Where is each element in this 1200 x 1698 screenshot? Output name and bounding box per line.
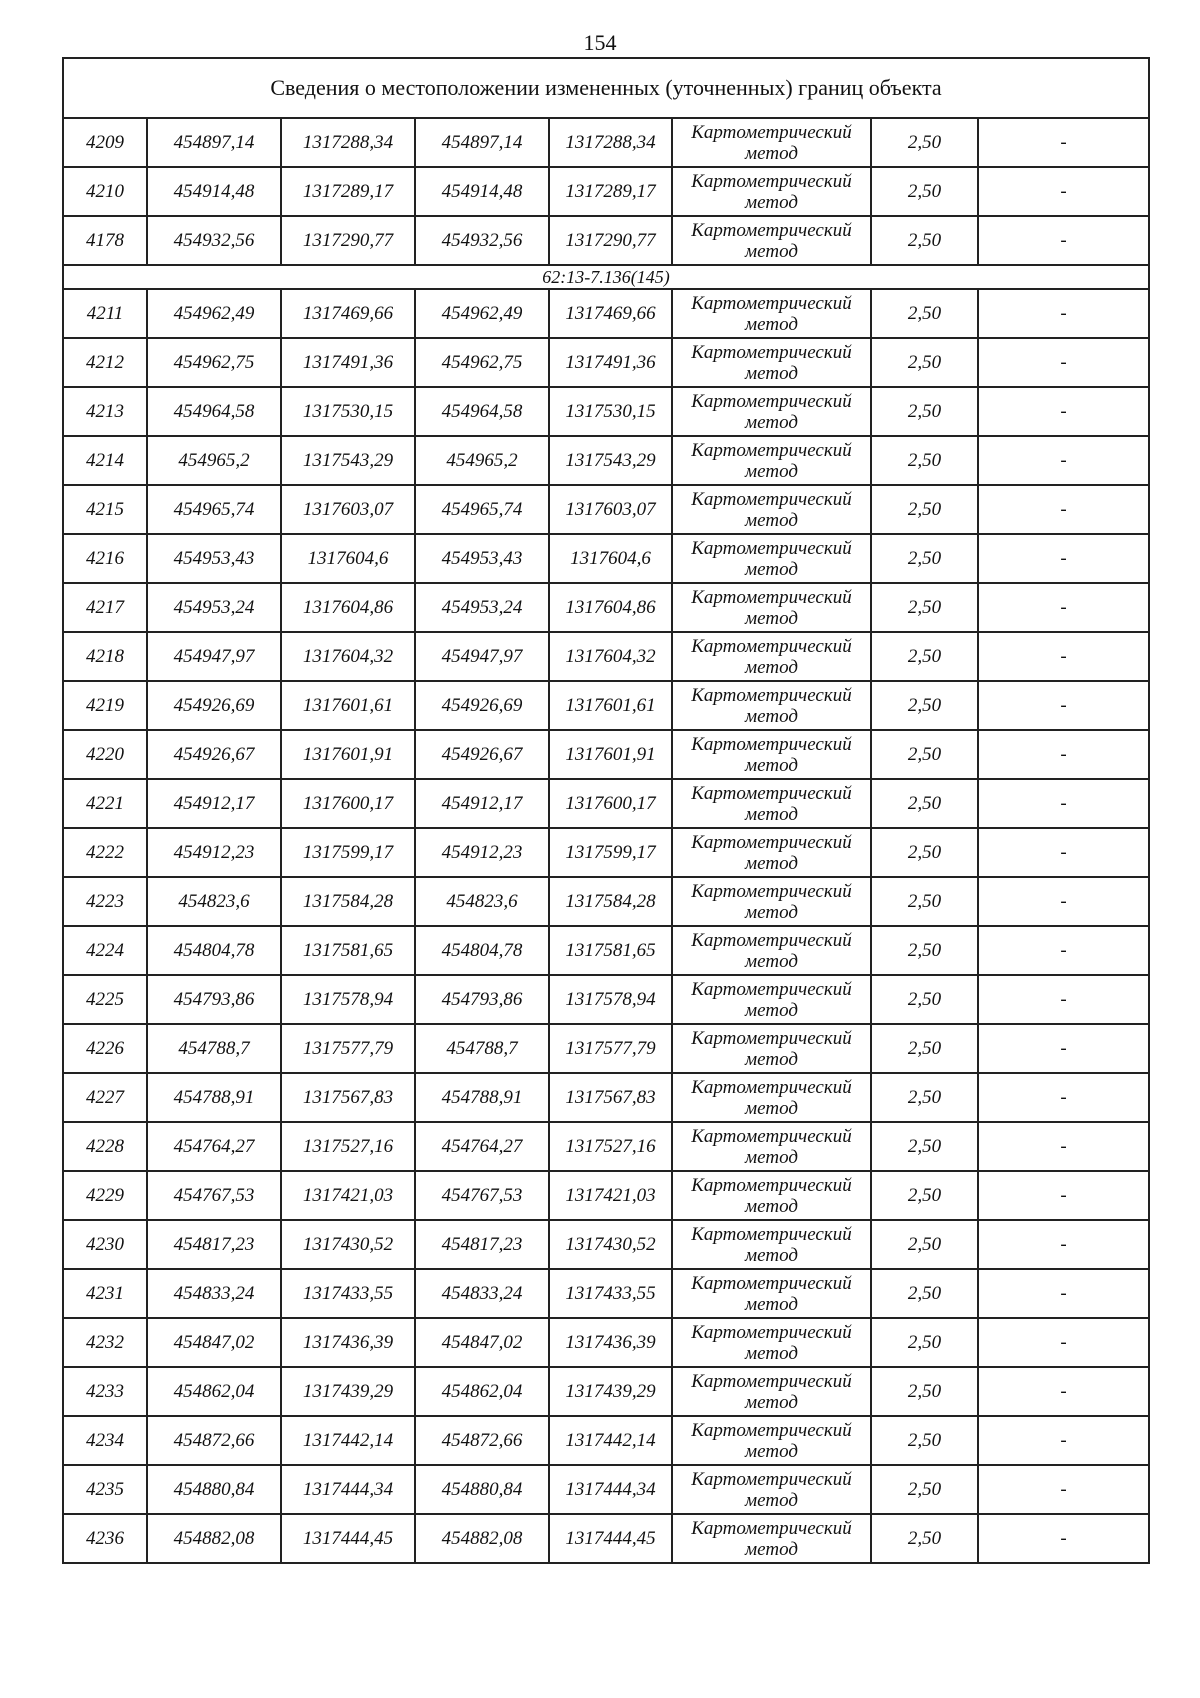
x-existing-cell: 454764,27 — [147, 1122, 281, 1171]
x-refined-cell: 454965,74 — [415, 485, 549, 534]
method-cell: Картометрический метод — [672, 216, 871, 265]
y-refined-cell: 1317430,52 — [549, 1220, 672, 1269]
page-number: 154 — [583, 30, 617, 55]
table-row — [63, 118, 1149, 167]
y-existing-cell: 1317290,77 — [281, 216, 415, 265]
x-existing-cell: 454862,04 — [147, 1367, 281, 1416]
accuracy-cell: 2,50 — [871, 828, 978, 877]
y-existing-cell: 1317289,17 — [281, 167, 415, 216]
note-cell: - — [978, 1171, 1149, 1220]
y-refined-cell: 1317604,6 — [549, 534, 672, 583]
x-refined-cell: 454897,14 — [415, 118, 549, 167]
x-refined-cell: 454926,69 — [415, 681, 549, 730]
point-number-cell: 4220 — [63, 730, 147, 779]
accuracy-cell: 2,50 — [871, 877, 978, 926]
method-cell: Картометрический метод — [672, 1024, 871, 1073]
section-header-row — [63, 265, 1149, 289]
point-number-cell: 4221 — [63, 779, 147, 828]
x-refined-cell: 454914,48 — [415, 167, 549, 216]
y-refined-cell: 1317290,77 — [549, 216, 672, 265]
x-refined-cell: 454862,04 — [415, 1367, 549, 1416]
note-cell: - — [978, 583, 1149, 632]
y-existing-cell: 1317433,55 — [281, 1269, 415, 1318]
table-row — [63, 338, 1149, 387]
y-refined-cell: 1317527,16 — [549, 1122, 672, 1171]
method-cell: Картометрический метод — [672, 436, 871, 485]
table-row — [63, 1269, 1149, 1318]
y-refined-cell: 1317442,14 — [549, 1416, 672, 1465]
y-existing-cell: 1317444,45 — [281, 1514, 415, 1563]
y-existing-cell: 1317567,83 — [281, 1073, 415, 1122]
point-number-cell: 4209 — [63, 118, 147, 167]
point-number-cell: 4222 — [63, 828, 147, 877]
point-number-cell: 4214 — [63, 436, 147, 485]
x-existing-cell: 454788,7 — [147, 1024, 281, 1073]
y-refined-cell: 1317543,29 — [549, 436, 672, 485]
y-existing-cell: 1317430,52 — [281, 1220, 415, 1269]
table-row — [63, 436, 1149, 485]
note-cell: - — [978, 632, 1149, 681]
table-row — [63, 926, 1149, 975]
point-number-cell: 4228 — [63, 1122, 147, 1171]
note-cell: - — [978, 1465, 1149, 1514]
x-refined-cell: 454793,86 — [415, 975, 549, 1024]
point-number-cell: 4225 — [63, 975, 147, 1024]
point-number-cell: 4235 — [63, 1465, 147, 1514]
point-number-cell: 4227 — [63, 1073, 147, 1122]
y-refined-cell: 1317603,07 — [549, 485, 672, 534]
method-cell: Картометрический метод — [672, 1465, 871, 1514]
y-existing-cell: 1317436,39 — [281, 1318, 415, 1367]
method-cell: Картометрический метод — [672, 167, 871, 216]
point-number-cell: 4178 — [63, 216, 147, 265]
note-cell: - — [978, 1269, 1149, 1318]
y-existing-cell: 1317421,03 — [281, 1171, 415, 1220]
y-existing-cell: 1317288,34 — [281, 118, 415, 167]
accuracy-cell: 2,50 — [871, 436, 978, 485]
y-existing-cell: 1317469,66 — [281, 289, 415, 338]
accuracy-cell: 2,50 — [871, 1171, 978, 1220]
y-refined-cell: 1317444,45 — [549, 1514, 672, 1563]
x-existing-cell: 454882,08 — [147, 1514, 281, 1563]
y-existing-cell: 1317584,28 — [281, 877, 415, 926]
method-cell: Картометрический метод — [672, 1416, 871, 1465]
method-cell: Картометрический метод — [672, 118, 871, 167]
y-refined-cell: 1317577,79 — [549, 1024, 672, 1073]
point-number-cell: 4210 — [63, 167, 147, 216]
table-row — [63, 583, 1149, 632]
y-refined-cell: 1317567,83 — [549, 1073, 672, 1122]
method-cell: Картометрический метод — [672, 289, 871, 338]
y-existing-cell: 1317577,79 — [281, 1024, 415, 1073]
note-cell: - — [978, 387, 1149, 436]
point-number-cell: 4231 — [63, 1269, 147, 1318]
method-cell: Картометрический метод — [672, 338, 871, 387]
x-refined-cell: 454947,97 — [415, 632, 549, 681]
table-row — [63, 167, 1149, 216]
method-cell: Картометрический метод — [672, 583, 871, 632]
accuracy-cell: 2,50 — [871, 485, 978, 534]
point-number-cell: 4218 — [63, 632, 147, 681]
table-row — [63, 1024, 1149, 1073]
note-cell: - — [978, 436, 1149, 485]
method-cell: Картометрический метод — [672, 387, 871, 436]
accuracy-cell: 2,50 — [871, 1318, 978, 1367]
x-refined-cell: 454926,67 — [415, 730, 549, 779]
accuracy-cell: 2,50 — [871, 730, 978, 779]
point-number-cell: 4215 — [63, 485, 147, 534]
method-cell: Картометрический метод — [672, 534, 871, 583]
y-refined-cell: 1317530,15 — [549, 387, 672, 436]
table-title: Сведения о местоположении измененных (уточненных) границ объекта — [63, 58, 1149, 118]
point-number-cell: 4230 — [63, 1220, 147, 1269]
note-cell: - — [978, 1073, 1149, 1122]
x-existing-cell: 454965,74 — [147, 485, 281, 534]
note-cell: - — [978, 1367, 1149, 1416]
table-row — [63, 485, 1149, 534]
x-refined-cell: 454962,49 — [415, 289, 549, 338]
x-existing-cell: 454872,66 — [147, 1416, 281, 1465]
method-cell: Картометрический метод — [672, 1367, 871, 1416]
accuracy-cell: 2,50 — [871, 583, 978, 632]
accuracy-cell: 2,50 — [871, 1416, 978, 1465]
table-row — [63, 1171, 1149, 1220]
note-cell: - — [978, 1514, 1149, 1563]
y-existing-cell: 1317601,61 — [281, 681, 415, 730]
x-existing-cell: 454847,02 — [147, 1318, 281, 1367]
y-refined-cell: 1317469,66 — [549, 289, 672, 338]
y-existing-cell: 1317599,17 — [281, 828, 415, 877]
point-number-cell: 4213 — [63, 387, 147, 436]
x-existing-cell: 454817,23 — [147, 1220, 281, 1269]
method-cell: Картометрический метод — [672, 1122, 871, 1171]
y-refined-cell: 1317601,91 — [549, 730, 672, 779]
y-refined-cell: 1317288,34 — [549, 118, 672, 167]
table-row — [63, 216, 1149, 265]
point-number-cell: 4229 — [63, 1171, 147, 1220]
point-number-cell: 4232 — [63, 1318, 147, 1367]
accuracy-cell: 2,50 — [871, 118, 978, 167]
note-cell: - — [978, 1024, 1149, 1073]
table-row — [63, 681, 1149, 730]
x-existing-cell: 454833,24 — [147, 1269, 281, 1318]
accuracy-cell: 2,50 — [871, 1122, 978, 1171]
note-cell: - — [978, 118, 1149, 167]
note-cell: - — [978, 926, 1149, 975]
x-existing-cell: 454912,23 — [147, 828, 281, 877]
table-row — [63, 1416, 1149, 1465]
x-refined-cell: 454804,78 — [415, 926, 549, 975]
accuracy-cell: 2,50 — [871, 1220, 978, 1269]
method-cell: Картометрический метод — [672, 828, 871, 877]
x-refined-cell: 454932,56 — [415, 216, 549, 265]
y-existing-cell: 1317543,29 — [281, 436, 415, 485]
y-refined-cell: 1317581,65 — [549, 926, 672, 975]
y-refined-cell: 1317421,03 — [549, 1171, 672, 1220]
table-row — [63, 534, 1149, 583]
x-existing-cell: 454914,48 — [147, 167, 281, 216]
point-number-cell: 4211 — [63, 289, 147, 338]
x-existing-cell: 454793,86 — [147, 975, 281, 1024]
note-cell: - — [978, 1220, 1149, 1269]
method-cell: Картометрический метод — [672, 1269, 871, 1318]
note-cell: - — [978, 338, 1149, 387]
table-row — [63, 1318, 1149, 1367]
x-refined-cell: 454880,84 — [415, 1465, 549, 1514]
note-cell: - — [978, 730, 1149, 779]
point-number-cell: 4224 — [63, 926, 147, 975]
x-existing-cell: 454962,49 — [147, 289, 281, 338]
x-refined-cell: 454962,75 — [415, 338, 549, 387]
accuracy-cell: 2,50 — [871, 534, 978, 583]
y-refined-cell: 1317433,55 — [549, 1269, 672, 1318]
y-refined-cell: 1317444,34 — [549, 1465, 672, 1514]
y-refined-cell: 1317584,28 — [549, 877, 672, 926]
y-existing-cell: 1317527,16 — [281, 1122, 415, 1171]
x-refined-cell: 454872,66 — [415, 1416, 549, 1465]
x-existing-cell: 454767,53 — [147, 1171, 281, 1220]
x-refined-cell: 454764,27 — [415, 1122, 549, 1171]
y-existing-cell: 1317578,94 — [281, 975, 415, 1024]
accuracy-cell: 2,50 — [871, 167, 978, 216]
y-existing-cell: 1317603,07 — [281, 485, 415, 534]
note-cell: - — [978, 534, 1149, 583]
table-row — [63, 975, 1149, 1024]
x-refined-cell: 454823,6 — [415, 877, 549, 926]
note-cell: - — [978, 289, 1149, 338]
note-cell: - — [978, 485, 1149, 534]
accuracy-cell: 2,50 — [871, 779, 978, 828]
x-refined-cell: 454953,43 — [415, 534, 549, 583]
note-cell: - — [978, 167, 1149, 216]
x-refined-cell: 454882,08 — [415, 1514, 549, 1563]
method-cell: Картометрический метод — [672, 877, 871, 926]
x-refined-cell: 454912,17 — [415, 779, 549, 828]
method-cell: Картометрический метод — [672, 681, 871, 730]
point-number-cell: 4219 — [63, 681, 147, 730]
point-number-cell: 4223 — [63, 877, 147, 926]
method-cell: Картометрический метод — [672, 1514, 871, 1563]
y-existing-cell: 1317601,91 — [281, 730, 415, 779]
y-existing-cell: 1317530,15 — [281, 387, 415, 436]
x-existing-cell: 454932,56 — [147, 216, 281, 265]
x-refined-cell: 454817,23 — [415, 1220, 549, 1269]
point-number-cell: 4216 — [63, 534, 147, 583]
x-existing-cell: 454788,91 — [147, 1073, 281, 1122]
note-cell: - — [978, 877, 1149, 926]
accuracy-cell: 2,50 — [871, 216, 978, 265]
table-row — [63, 877, 1149, 926]
section-label: 62:13-7.136(145) — [63, 265, 1149, 289]
table-row — [63, 828, 1149, 877]
x-refined-cell: 454847,02 — [415, 1318, 549, 1367]
note-cell: - — [978, 779, 1149, 828]
accuracy-cell: 2,50 — [871, 681, 978, 730]
y-refined-cell: 1317491,36 — [549, 338, 672, 387]
method-cell: Картометрический метод — [672, 1220, 871, 1269]
note-cell: - — [978, 1416, 1149, 1465]
accuracy-cell: 2,50 — [871, 1514, 978, 1563]
table-row — [63, 289, 1149, 338]
table-row — [63, 1367, 1149, 1416]
x-refined-cell: 454964,58 — [415, 387, 549, 436]
x-existing-cell: 454953,43 — [147, 534, 281, 583]
y-existing-cell: 1317604,86 — [281, 583, 415, 632]
x-existing-cell: 454947,97 — [147, 632, 281, 681]
accuracy-cell: 2,50 — [871, 975, 978, 1024]
y-refined-cell: 1317436,39 — [549, 1318, 672, 1367]
accuracy-cell: 2,50 — [871, 1024, 978, 1073]
y-refined-cell: 1317578,94 — [549, 975, 672, 1024]
point-number-cell: 4234 — [63, 1416, 147, 1465]
table-row — [63, 1514, 1149, 1563]
accuracy-cell: 2,50 — [871, 387, 978, 436]
point-number-cell: 4217 — [63, 583, 147, 632]
x-existing-cell: 454962,75 — [147, 338, 281, 387]
x-refined-cell: 454912,23 — [415, 828, 549, 877]
note-cell: - — [978, 975, 1149, 1024]
method-cell: Картометрический метод — [672, 730, 871, 779]
y-refined-cell: 1317600,17 — [549, 779, 672, 828]
note-cell: - — [978, 828, 1149, 877]
method-cell: Картометрический метод — [672, 975, 871, 1024]
x-existing-cell: 454897,14 — [147, 118, 281, 167]
y-existing-cell: 1317581,65 — [281, 926, 415, 975]
point-number-cell: 4212 — [63, 338, 147, 387]
point-number-cell: 4226 — [63, 1024, 147, 1073]
accuracy-cell: 2,50 — [871, 1465, 978, 1514]
coordinates-table — [62, 57, 1150, 1564]
y-existing-cell: 1317439,29 — [281, 1367, 415, 1416]
y-refined-cell: 1317604,32 — [549, 632, 672, 681]
y-refined-cell: 1317439,29 — [549, 1367, 672, 1416]
x-refined-cell: 454953,24 — [415, 583, 549, 632]
note-cell: - — [978, 1122, 1149, 1171]
x-existing-cell: 454953,24 — [147, 583, 281, 632]
accuracy-cell: 2,50 — [871, 338, 978, 387]
table-row — [63, 730, 1149, 779]
x-refined-cell: 454788,7 — [415, 1024, 549, 1073]
y-existing-cell: 1317444,34 — [281, 1465, 415, 1514]
x-refined-cell: 454965,2 — [415, 436, 549, 485]
table-row — [63, 1220, 1149, 1269]
y-existing-cell: 1317442,14 — [281, 1416, 415, 1465]
note-cell: - — [978, 1318, 1149, 1367]
point-number-cell: 4233 — [63, 1367, 147, 1416]
method-cell: Картометрический метод — [672, 1171, 871, 1220]
method-cell: Картометрический метод — [672, 632, 871, 681]
x-existing-cell: 454964,58 — [147, 387, 281, 436]
accuracy-cell: 2,50 — [871, 632, 978, 681]
note-cell: - — [978, 681, 1149, 730]
note-cell: - — [978, 216, 1149, 265]
x-existing-cell: 454880,84 — [147, 1465, 281, 1514]
table-row — [63, 632, 1149, 681]
y-refined-cell: 1317599,17 — [549, 828, 672, 877]
x-refined-cell: 454788,91 — [415, 1073, 549, 1122]
y-existing-cell: 1317604,32 — [281, 632, 415, 681]
method-cell: Картометрический метод — [672, 926, 871, 975]
table-row — [63, 779, 1149, 828]
accuracy-cell: 2,50 — [871, 1269, 978, 1318]
table-title-row — [63, 58, 1149, 118]
y-existing-cell: 1317604,6 — [281, 534, 415, 583]
x-refined-cell: 454767,53 — [415, 1171, 549, 1220]
table-row — [63, 387, 1149, 436]
accuracy-cell: 2,50 — [871, 289, 978, 338]
x-existing-cell: 454965,2 — [147, 436, 281, 485]
y-refined-cell: 1317601,61 — [549, 681, 672, 730]
y-refined-cell: 1317604,86 — [549, 583, 672, 632]
x-existing-cell: 454912,17 — [147, 779, 281, 828]
accuracy-cell: 2,50 — [871, 1073, 978, 1122]
y-refined-cell: 1317289,17 — [549, 167, 672, 216]
method-cell: Картометрический метод — [672, 1073, 871, 1122]
x-refined-cell: 454833,24 — [415, 1269, 549, 1318]
x-existing-cell: 454926,69 — [147, 681, 281, 730]
table-row — [63, 1073, 1149, 1122]
point-number-cell: 4236 — [63, 1514, 147, 1563]
method-cell: Картометрический метод — [672, 779, 871, 828]
method-cell: Картометрический метод — [672, 485, 871, 534]
accuracy-cell: 2,50 — [871, 926, 978, 975]
method-cell: Картометрический метод — [672, 1318, 871, 1367]
y-existing-cell: 1317600,17 — [281, 779, 415, 828]
x-existing-cell: 454804,78 — [147, 926, 281, 975]
x-existing-cell: 454823,6 — [147, 877, 281, 926]
x-existing-cell: 454926,67 — [147, 730, 281, 779]
y-existing-cell: 1317491,36 — [281, 338, 415, 387]
accuracy-cell: 2,50 — [871, 1367, 978, 1416]
table-row — [63, 1465, 1149, 1514]
table-row — [63, 1122, 1149, 1171]
